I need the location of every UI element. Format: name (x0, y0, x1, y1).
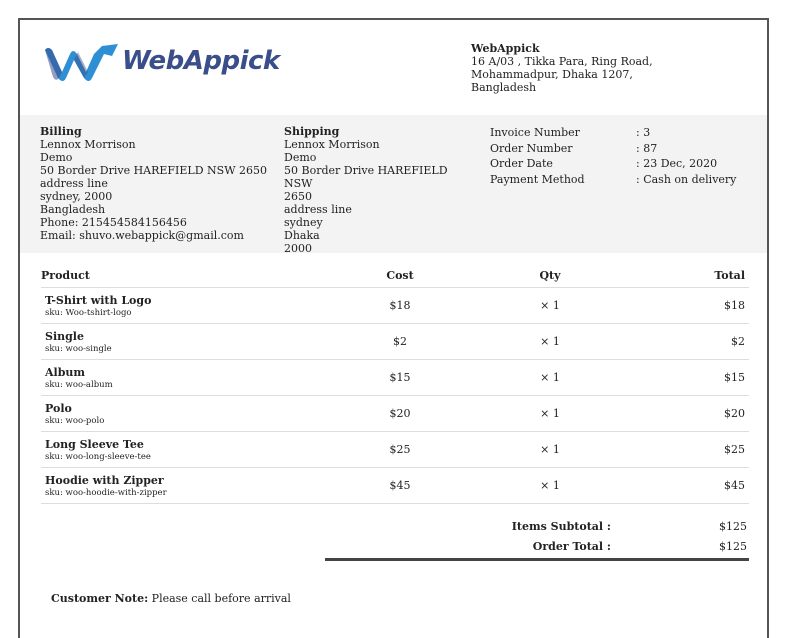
order-items-table (41, 263, 749, 504)
table-row (41, 432, 749, 468)
meta-row-invoice-number (490, 125, 736, 141)
shipping-line: 50 Border Drive HAREFIELD NSW (284, 164, 448, 190)
meta-row-order-number (490, 141, 736, 157)
cost-cell: $15 (345, 360, 455, 396)
subtotal-value: $125 (719, 520, 747, 533)
invoice-sheet (18, 18, 769, 638)
cost-cell: $25 (345, 432, 455, 468)
qty-cell: × 1 (455, 396, 645, 432)
table-header-row (41, 263, 749, 288)
product-name: Long Sleeve Tee (45, 437, 144, 451)
qty-cell: × 1 (455, 288, 645, 324)
product-cell (41, 432, 345, 468)
total-cell: $45 (645, 468, 749, 504)
product-name: Hoodie with Zipper (45, 473, 164, 487)
table-row (41, 468, 749, 504)
company-address-line: Bangladesh (471, 81, 537, 94)
qty-cell: × 1 (455, 324, 645, 360)
total-cell: $18 (645, 288, 749, 324)
product-cell (41, 360, 345, 396)
billing-email: Email: shuvo.webappick@gmail.com (40, 229, 244, 242)
shipping-line: sydney (284, 216, 323, 229)
shipping-line: Demo (284, 151, 317, 164)
meta-label: Order Date (490, 157, 553, 170)
qty-cell: × 1 (455, 432, 645, 468)
customer-note (51, 592, 291, 605)
total-cell: $2 (645, 324, 749, 360)
header-product: Product (41, 263, 345, 288)
totals-divider (325, 558, 749, 561)
address-info-band (20, 115, 767, 253)
product-sku: sku: woo-long-sleeve-tee (45, 451, 151, 462)
shipping-line: 2650 (284, 190, 312, 203)
billing-address (40, 125, 270, 242)
billing-line: address line (40, 177, 108, 190)
company-logo (42, 42, 280, 86)
table-row (41, 324, 749, 360)
product-name: T-Shirt with Logo (45, 293, 152, 307)
meta-label: Invoice Number (490, 126, 580, 139)
cost-cell: $18 (345, 288, 455, 324)
billing-line: Bangladesh (40, 203, 106, 216)
meta-label: Payment Method (490, 172, 585, 186)
product-sku: sku: Woo-tshirt-logo (45, 307, 132, 318)
meta-label: Order Number (490, 141, 573, 155)
product-sku: sku: woo-single (45, 343, 112, 354)
invoice-meta (490, 125, 736, 187)
billing-line: Demo (40, 151, 73, 164)
order-total-value: $125 (719, 540, 747, 553)
meta-value: : Cash on delivery (636, 172, 737, 186)
shipping-line: 2000 (284, 242, 312, 255)
shipping-address (284, 125, 464, 255)
company-address-line: Mohammadpur, Dhaka 1207, (471, 68, 633, 81)
product-sku: sku: woo-hoodie-with-zipper (45, 487, 167, 498)
cost-cell: $45 (345, 468, 455, 504)
shipping-heading: Shipping (284, 125, 340, 138)
shipping-line: Dhaka (284, 229, 320, 242)
meta-value: : 3 (636, 126, 651, 139)
subtotal-label: Items Subtotal : (511, 520, 611, 533)
order-totals (325, 516, 749, 561)
billing-line: sydney, 2000 (40, 190, 113, 203)
order-total-row (325, 536, 749, 556)
product-cell (41, 396, 345, 432)
product-cell (41, 324, 345, 360)
product-sku: sku: woo-polo (45, 415, 105, 426)
total-cell: $25 (645, 432, 749, 468)
product-cell (41, 288, 345, 324)
company-name: WebAppick (471, 42, 540, 55)
total-cell: $15 (645, 360, 749, 396)
billing-phone: Phone: 215454584156456 (40, 216, 187, 229)
table-row (41, 288, 749, 324)
table-row (41, 360, 749, 396)
cost-cell: $2 (345, 324, 455, 360)
meta-value: : 23 Dec, 2020 (636, 157, 718, 170)
company-address (471, 42, 653, 94)
meta-row-payment-method (490, 172, 736, 188)
subtotal-row (325, 516, 749, 536)
webappick-w-logo-icon (42, 42, 122, 86)
table-row (41, 396, 749, 432)
product-name: Polo (45, 401, 72, 415)
product-cell (41, 468, 345, 504)
order-total-label: Order Total : (532, 540, 611, 553)
header-total: Total (645, 263, 749, 288)
meta-value: : 87 (636, 141, 658, 155)
meta-row-order-date (490, 156, 736, 172)
qty-cell: × 1 (455, 468, 645, 504)
customer-note-label: Customer Note: (51, 592, 149, 605)
header-cost: Cost (345, 263, 455, 288)
product-name: Single (45, 329, 84, 343)
company-address-line: 16 A/03 , Tikka Para, Ring Road, (471, 55, 653, 68)
qty-cell: × 1 (455, 360, 645, 396)
shipping-line: Lennox Morrison (284, 138, 380, 151)
shipping-line: address line (284, 203, 352, 216)
billing-line: 50 Border Drive HAREFIELD NSW 2650 (40, 164, 268, 177)
customer-note-text: Please call before arrival (148, 592, 291, 605)
total-cell: $20 (645, 396, 749, 432)
product-name: Album (45, 365, 86, 379)
cost-cell: $20 (345, 396, 455, 432)
billing-heading: Billing (40, 125, 82, 138)
header-qty: Qty (455, 263, 645, 288)
logo-wordmark: WebAppick (122, 46, 280, 76)
product-sku: sku: woo-album (45, 379, 113, 390)
billing-line: Lennox Morrison (40, 138, 136, 151)
